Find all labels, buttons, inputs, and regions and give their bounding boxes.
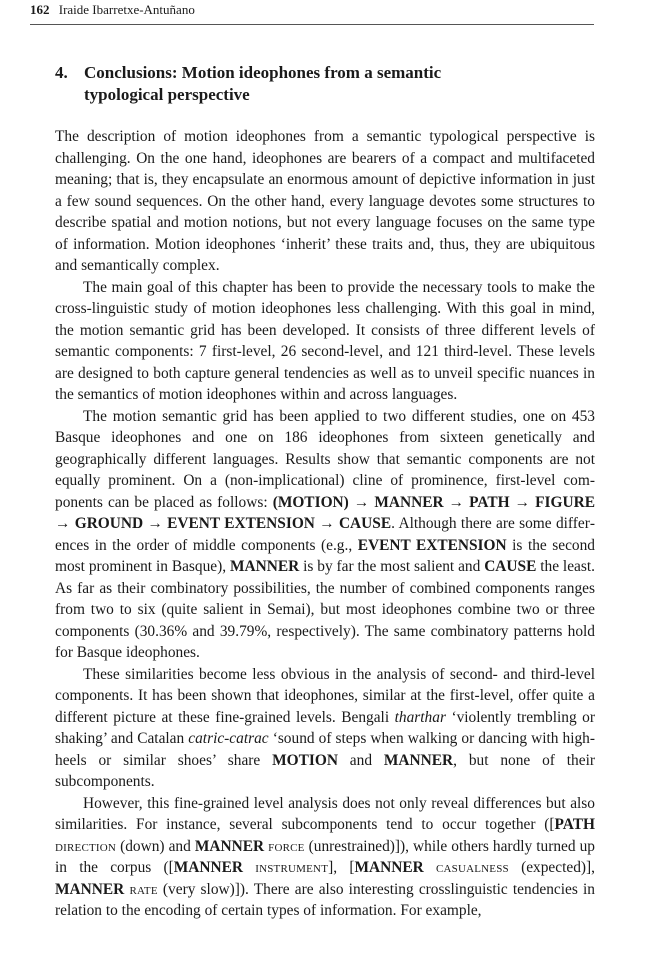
subcomponent-direction: direction xyxy=(55,837,117,855)
subcomponent-casualness: casualness xyxy=(435,859,509,876)
paragraph-3-text-d: is by far the most salient and xyxy=(299,558,485,575)
paragraph-3-text-a: The motion semantic grid has been applied to two different studies, one on 453 Basque ideophones and one on 186 ideophones from sixteen genetically and geographically different languages. Results show that semantic components are not equally prominent. On a (non-implicational) cline of prominence, first-level components can be placed as follows: xyxy=(55,407,595,511)
paragraph-4-text-b: ‘violently trembling or shaking’ and Catalan xyxy=(55,708,595,747)
subcomponent-instrument: instrument xyxy=(255,859,329,876)
paragraph-5-text-f: (very slow)]). There are also interesting crosslinguistic tendencies in relation to the encoding of certain types of information. For example, xyxy=(55,880,595,919)
term-manner: MANNER xyxy=(55,880,125,898)
paragraph-3-text-e: the least. As far as their combinatory possibilities, the number of combined components ranges from two to six (quite salient in Semai), but most ideophones combine two or three components (30.36% and 39.79%, respectively). The same combinatory patterns hold for Basque ideophones. xyxy=(55,558,595,661)
term-motion: MOTION xyxy=(272,751,338,769)
term-manner: MANNER xyxy=(229,558,300,575)
section-title: Conclusions: Motion ideophones from a semantic typological perspective xyxy=(84,63,442,104)
paragraph-5-text-b: (down) and xyxy=(116,837,195,855)
paragraph-4-text-a: These similarities become less obvious in the analysis of second- and third-level components. It has been shown that ideophones, similar at the first-level, offer quite a different picture at these fine-grained levels. Bengali xyxy=(55,665,595,726)
example-bengali: tharthar xyxy=(394,708,446,726)
subcomponent-force: force xyxy=(268,837,305,855)
component-cline: (MOTION) → MANNER → PATH → FIGURE → GROUND → EVENT EXTENSION → CAUSE xyxy=(55,493,596,532)
example-catalan: catric-catrac xyxy=(188,730,269,747)
paragraph-4-text-e: , but none of their subcomponents. xyxy=(55,751,595,790)
paragraph-2: The main goal of this chapter has been to provide the necessary tools to make the cross-linguistic study of motion ideophones less challenging. With this goal in mind, the motion semantic grid has been developed. It consists of three different levels of semantic components: 7 first-level, 26 second-level, and 121 third-level. These levels are designed to both capture general tendencies as well as to unveil specific nuances in the semantics of motion ideophones within and across languages. xyxy=(55,278,595,403)
paragraph-4-text-c: ‘sound of steps when walking or dancing with high-heels or similar shoes’ share xyxy=(55,730,595,769)
term-manner: MANNER xyxy=(194,837,265,855)
running-head-author: Iraide Ibarretxe-Antuñano xyxy=(58,2,195,17)
term-manner: MANNER xyxy=(383,751,454,769)
paragraph-3-text-b: . Although there are some differences in the order of middle components (e.g., xyxy=(55,515,595,554)
paragraph-5-text-d: ], [ xyxy=(328,859,355,876)
body-text xyxy=(55,126,595,922)
subcomponent-rate: rate xyxy=(129,880,158,898)
section-number: 4. xyxy=(55,63,68,82)
term-event-extension: EVENT EXTENSION xyxy=(357,536,507,554)
paragraph-5 xyxy=(55,793,595,922)
term-path: PATH xyxy=(554,816,595,833)
running-header xyxy=(30,0,594,25)
paragraph-4 xyxy=(55,664,595,793)
paragraph-4-text-d: and xyxy=(337,751,384,769)
paragraph-1: The description of motion ideophones from a semantic typological perspective is challenging. On the one hand, ideophones are bearers of a compact and multifaceted meaning; that is, they encapsulate an enormous amount of depictive information in just a few sound sequences. On the other hand, every language devotes some structures to describe spatial and motion notions, but not every language focuses on the same type of information. Motion ideophones ‘inherit’ these traits and, thus, they are ubiquitous and semantically complex. xyxy=(55,128,595,274)
paragraph-3 xyxy=(55,406,595,664)
page-number: 162 xyxy=(30,2,50,17)
paragraph-5-text-a: However, this fine-grained level analysis does not only reveal differences but also similarities. For instance, several subcomponents tend to occur together ([ xyxy=(55,794,595,833)
term-manner: MANNER xyxy=(173,859,243,876)
paragraph-5-text-c: (unrestrained)]), while others hardly turned up in the corpus ([ xyxy=(55,837,595,876)
paragraph-3-text-c: is the second most prominent in Basque), xyxy=(55,536,595,575)
term-manner: MANNER xyxy=(354,859,424,876)
term-cause: CAUSE xyxy=(484,558,537,575)
paragraph-5-text-e: (expected)], xyxy=(508,859,595,876)
